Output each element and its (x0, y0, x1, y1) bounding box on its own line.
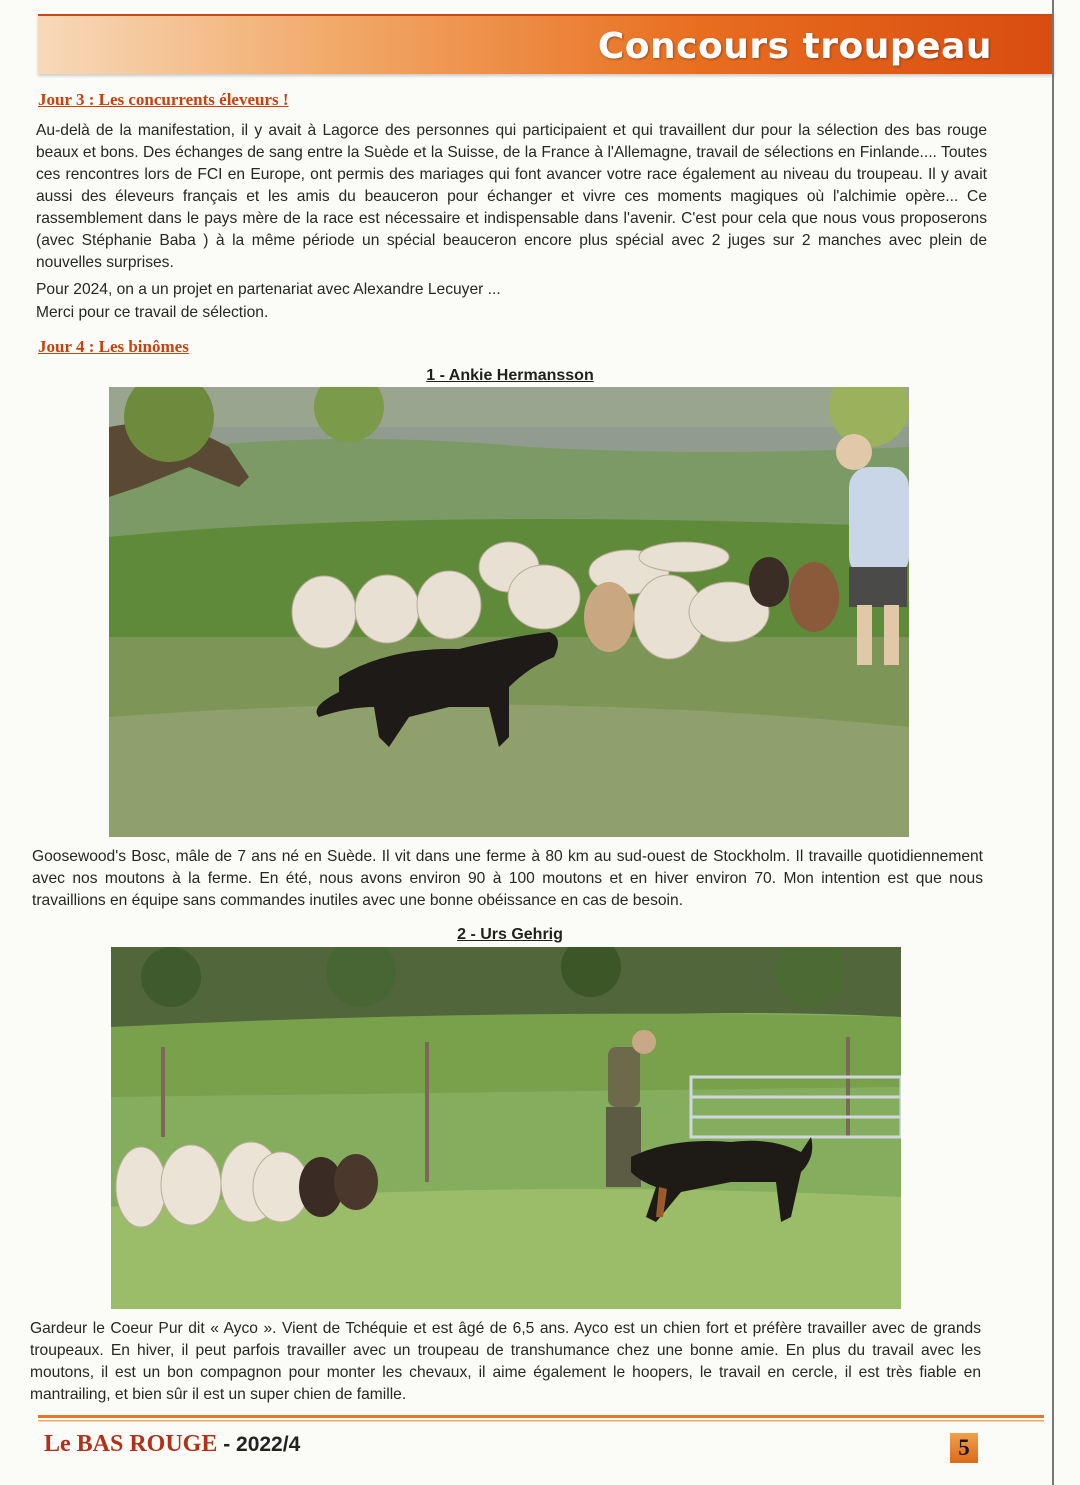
scan-edge (1052, 0, 1054, 1485)
photo-description-2: Gardeur le Coeur Pur dit « Ayco ». Vient de Tchéquie et est âgé de 6,5 ans. Ayco est un chien fort et préfère travailler avec de grands troupeaux. En hiver, il peut parfois travailler avec un troupeau de transhumance chez une bonne amie. En plus du travail avec les moutons, il est un bon compagnon pour monter les chevaux, il aime également le hoopers, le travail en cercle, il est très fiable en mantrailing, et bien sûr il est un super chien de famille. (30, 1320, 981, 1403)
issue-number: - 2022/4 (217, 1433, 301, 1456)
day3-paragraph-3: Merci pour ce travail de sélection. (36, 304, 269, 321)
day3-heading: Jour 3 : Les concurrents éleveurs ! (38, 90, 289, 109)
photo-urs-gehrig (111, 947, 901, 1309)
footer-magazine (44, 1431, 300, 1458)
section-title: Concours troupeau (597, 26, 992, 67)
day3-paragraph-1: Au-delà de la manifestation, il y avait à Lagorce des personnes qui participaient et qui travaillent dur pour la sélection des bas rouge beaux et bons. Des échanges de sang entre la Suède et la Suisse, de la France à l'Allemagne, travail de sélections en Finlande.... Toutes ces rencontres lors de FCI en Europe, ont permis des mariages qui font avancer votre race également au niveau du troupeau. Il y avait aussi des éleveurs français et les amis du beauceron pour échanger et vivre ces moments magiques où l'alchimie opère... Ce rassemblement dans le pays mère de la race est nécessaire et indispensable dans l'avenir. C'est pour cela que nous vous proposerons (avec Stéphanie Baba ) à la même période un spécial beauceron encore plus spécial avec 2 juges sur 2 manches avec plein de nouvelles surprises. (36, 122, 987, 271)
footer-divider (38, 1415, 1044, 1423)
photo-caption-1: 1 - Ankie Hermansson (426, 367, 594, 384)
page-number: 5 (950, 1433, 978, 1463)
day4-heading: Jour 4 : Les binômes (38, 337, 189, 356)
photo-description-1: Goosewood's Bosc, mâle de 7 ans né en Suède. Il vit dans une ferme à 80 km au sud-ouest de Stockholm. Il travaille quotidiennement avec nos moutons à la ferme. En été, nous avons environ 90 à 100 moutons et en hiver environ 70. Mon intention est que nous travaillions en équipe sans commandes inutiles avec une bonne obéissance en cas de besoin. (32, 848, 983, 909)
day3-paragraph-2: Pour 2024, on a un projet en partenariat avec Alexandre Lecuyer ... (36, 281, 501, 298)
photo-ankie-hermansson (109, 387, 909, 837)
header-banner (38, 14, 1054, 74)
magazine-name: Le BAS ROUGE (44, 1431, 218, 1457)
photo-caption-2: 2 - Urs Gehrig (457, 926, 563, 943)
